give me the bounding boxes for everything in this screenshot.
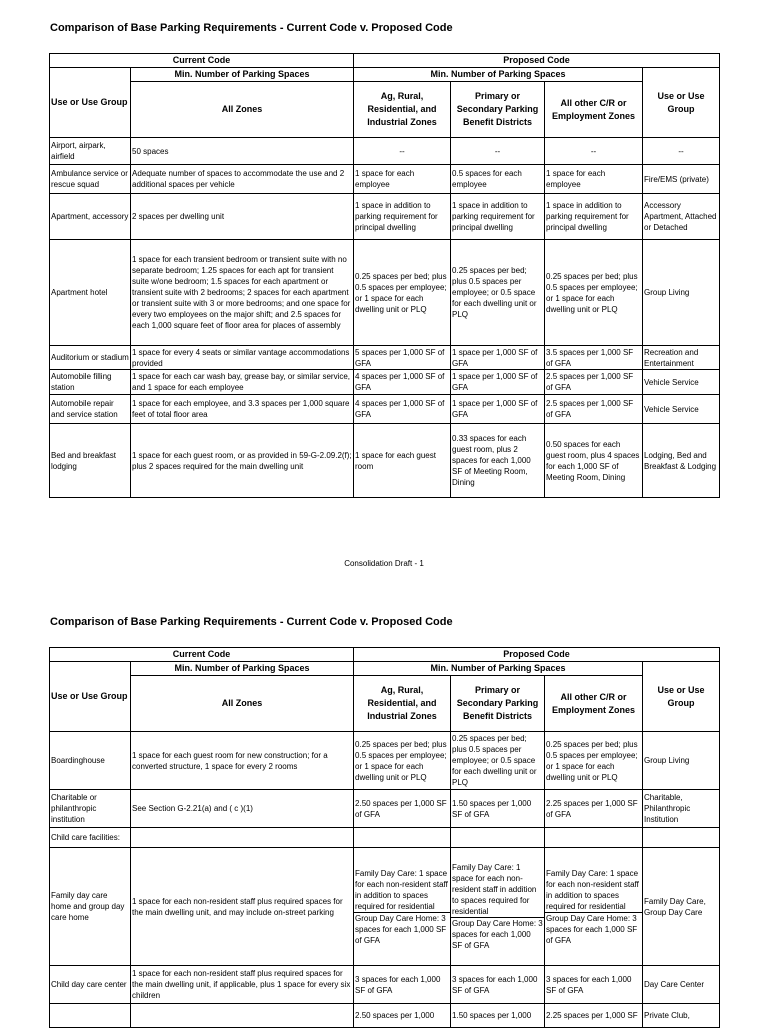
row-current: 1 space for each guest room, or as provided in 59-G-2.09.2(f); plus 2 spaces required for the main dwelling unit — [131, 424, 354, 498]
row-other: 0.50 spaces for each guest room, plus 4 spaces for each 1,000 SF of Meeting Room, Dining — [545, 424, 643, 498]
row-current: 1 space for each employee, and 3.3 spaces per 1,000 square feet of total floor area — [131, 395, 354, 424]
row-ag — [354, 848, 451, 966]
table-row — [50, 966, 720, 1004]
row-primary: -- — [451, 138, 545, 165]
row-current: See Section G-2.21(a) and ( c )(1) — [131, 790, 354, 828]
table-row — [50, 346, 720, 370]
current-code-header: Current Code — [50, 54, 354, 68]
family-day-care-text: Family Day Care: 1 space for each non-resident staff in addition to spaces required for residential — [452, 863, 537, 916]
row-current: Adequate number of spaces to accommodate the use and 2 additional spaces per vehicle — [131, 165, 354, 194]
row-primary: 0.25 spaces per bed; plus 0.5 spaces per employee; or 0.5 space for each dwelling unit or PLQ — [451, 240, 545, 346]
table-row — [50, 395, 720, 424]
row-current: 1 space for each non-resident staff plus required spaces for the main dwelling unit, and may include on-street parking — [131, 848, 354, 966]
row-other: 1 space for each employee — [545, 165, 643, 194]
row-ag: -- — [354, 138, 451, 165]
row-ag: 0.25 spaces per bed; plus 0.5 spaces per employee; or 1 space for each dwelling unit or PLQ — [354, 732, 451, 790]
row-group — [643, 828, 720, 848]
table-row — [50, 848, 720, 966]
row-ag: 1 space for each guest room — [354, 424, 451, 498]
row-primary: 0.25 spaces per bed; plus 0.5 spaces per employee; or 0.5 space for each dwelling unit or PLQ — [451, 732, 545, 790]
row-primary — [451, 828, 545, 848]
ag-zones-header: Ag, Rural, Residential, and Industrial Zones — [354, 676, 451, 732]
table-row — [50, 370, 720, 395]
row-primary: 1.50 spaces per 1,000 SF of GFA — [451, 790, 545, 828]
row-group: Day Care Center — [643, 966, 720, 1004]
row-other: 3 spaces for each 1,000 SF of GFA — [545, 966, 643, 1004]
row-use: Charitable or philanthropic institution — [50, 790, 131, 828]
use-group-header-right: Use or Use Group — [643, 662, 720, 732]
row-other: 2.25 spaces per 1,000 SF — [545, 1004, 643, 1028]
group-day-care-text: Group Day Care Home: 3 spaces for each 1,000 SF of GFA — [545, 912, 642, 946]
row-primary: 1 space per 1,000 SF of GFA — [451, 370, 545, 395]
row-other: -- — [545, 138, 643, 165]
other-zones-header: All other C/R or Employment Zones — [545, 82, 643, 138]
row-use: Boardinghouse — [50, 732, 131, 790]
row-primary: 0.33 spaces for each guest room, plus 2 spaces for each 1,000 SF of Meeting Room, Dining — [451, 424, 545, 498]
page-footer: Consolidation Draft - 1 — [344, 559, 424, 568]
ag-zones-header: Ag, Rural, Residential, and Industrial Zones — [354, 82, 451, 138]
row-other — [545, 848, 643, 966]
row-group: Charitable, Philanthropic Institution — [643, 790, 720, 828]
row-primary: 1 space per 1,000 SF of GFA — [451, 346, 545, 370]
row-group: Accessory Apartment, Attached or Detached — [643, 194, 720, 240]
proposed-code-header: Proposed Code — [354, 54, 720, 68]
row-other: 1 space in addition to parking requirement for principal dwelling — [545, 194, 643, 240]
table-row — [50, 194, 720, 240]
row-other: 0.25 spaces per bed; plus 0.5 spaces per employee; or 1 space for each dwelling unit or PLQ — [545, 240, 643, 346]
row-current: 1 space for each guest room for new construction; for a converted structure, 1 space for every 2 rooms — [131, 732, 354, 790]
row-other: 2.5 spaces per 1,000 SF of GFA — [545, 370, 643, 395]
row-use: Automobile repair and service station — [50, 395, 131, 424]
row-use: Child day care center — [50, 966, 131, 1004]
current-code-header: Current Code — [50, 648, 354, 662]
use-group-header: Use or Use Group — [50, 662, 131, 732]
row-ag: 0.25 spaces per bed; plus 0.5 spaces per employee; or 1 space for each dwelling unit or PLQ — [354, 240, 451, 346]
table-row — [50, 240, 720, 346]
row-ag — [354, 828, 451, 848]
row-other — [545, 828, 643, 848]
row-primary: 0.5 spaces for each employee — [451, 165, 545, 194]
group-day-care-text: Group Day Care Home: 3 spaces for each 1,000 SF of GFA — [354, 912, 450, 946]
row-ag: 5 spaces per 1,000 SF of GFA — [354, 346, 451, 370]
row-group: Group Living — [643, 240, 720, 346]
row-ag: 2.50 spaces per 1,000 — [354, 1004, 451, 1028]
row-ag: 1 space for each employee — [354, 165, 451, 194]
min-spaces-header-proposed: Min. Number of Parking Spaces — [354, 68, 643, 82]
row-use: Ambulance service or rescue squad — [50, 165, 131, 194]
row-group: Lodging, Bed and Breakfast & Lodging — [643, 424, 720, 498]
row-other: 3.5 spaces per 1,000 SF of GFA — [545, 346, 643, 370]
row-current: 1 space for each non-resident staff plus required spaces for the main dwelling unit, if applicable, plus 1 space for every six children — [131, 966, 354, 1004]
row-ag: 2.50 spaces per 1,000 SF of GFA — [354, 790, 451, 828]
row-use: Family day care home and group day care home — [50, 848, 131, 966]
row-current: 1 space for every 4 seats or similar vantage accommodations provided — [131, 346, 354, 370]
row-group: Private Club, — [643, 1004, 720, 1028]
row-use: Apartment, accessory — [50, 194, 131, 240]
row-primary: 1.50 spaces per 1,000 — [451, 1004, 545, 1028]
row-ag: 4 spaces per 1,000 SF of GFA — [354, 395, 451, 424]
row-group: -- — [643, 138, 720, 165]
min-spaces-header: Min. Number of Parking Spaces — [131, 68, 354, 82]
use-group-header: Use or Use Group — [50, 68, 131, 138]
other-zones-header: All other C/R or Employment Zones — [545, 676, 643, 732]
row-current: 50 spaces — [131, 138, 354, 165]
row-primary: 1 space in addition to parking requirement for principal dwelling — [451, 194, 545, 240]
table-row — [50, 424, 720, 498]
row-primary: 3 spaces for each 1,000 SF of GFA — [451, 966, 545, 1004]
row-ag: 3 spaces for each 1,000 SF of GFA — [354, 966, 451, 1004]
min-spaces-header: Min. Number of Parking Spaces — [131, 662, 354, 676]
all-zones-header: All Zones — [131, 676, 354, 732]
row-primary — [451, 848, 545, 966]
row-other: 0.25 spaces per bed; plus 0.5 spaces per employee; or 1 space for each dwelling unit or PLQ — [545, 732, 643, 790]
row-use: Auditorium or stadium — [50, 346, 131, 370]
table-row — [50, 732, 720, 790]
row-group: Fire/EMS (private) — [643, 165, 720, 194]
parking-table — [49, 53, 720, 498]
row-group: Family Day Care, Group Day Care — [643, 848, 720, 966]
all-zones-header: All Zones — [131, 82, 354, 138]
table-row — [50, 165, 720, 194]
row-current — [131, 828, 354, 848]
row-other: 2.5 spaces per 1,000 SF of GFA — [545, 395, 643, 424]
min-spaces-header-proposed: Min. Number of Parking Spaces — [354, 662, 643, 676]
row-ag: 1 space in addition to parking requirement for principal dwelling — [354, 194, 451, 240]
row-group: Vehicle Service — [643, 370, 720, 395]
table-row — [50, 138, 720, 165]
page-title: Comparison of Base Parking Requirements - Current Code v. Proposed Code — [50, 616, 453, 628]
page-title: Comparison of Base Parking Requirements - Current Code v. Proposed Code — [50, 22, 453, 34]
row-use: Apartment hotel — [50, 240, 131, 346]
row-use: Bed and breakfast lodging — [50, 424, 131, 498]
row-group: Vehicle Service — [643, 395, 720, 424]
parking-table — [49, 647, 720, 1028]
row-other: 2.25 spaces per 1,000 SF of GFA — [545, 790, 643, 828]
primary-districts-header: Primary or Secondary Parking Benefit Districts — [451, 82, 545, 138]
row-current: 2 spaces per dwelling unit — [131, 194, 354, 240]
family-day-care-text: Family Day Care: 1 space for each non-resident staff in addition to spaces required for residential — [546, 868, 639, 911]
row-ag: 4 spaces per 1,000 SF of GFA — [354, 370, 451, 395]
family-day-care-text: Family Day Care: 1 space for each non-resident staff in addition to spaces required for residential — [355, 868, 448, 911]
use-group-header-right: Use or Use Group — [643, 68, 720, 138]
row-primary: 1 space per 1,000 SF of GFA — [451, 395, 545, 424]
row-current: 1 space for each car wash bay, grease bay, or similar service, and 1 space for each employee — [131, 370, 354, 395]
proposed-code-header: Proposed Code — [354, 648, 720, 662]
table-row — [50, 828, 720, 848]
primary-districts-header: Primary or Secondary Parking Benefit Districts — [451, 676, 545, 732]
row-current: 1 space for each transient bedroom or transient suite with no separate bedroom; 1.25 spaces for each apt for transient suite w/one bedroom; 1.5 spaces for each apartment or transient suite with 2 bedrooms; 2 spaces for each apartment or transient suite with 3 or more bedrooms; and one space for every two employees on the major shift; and 2.5 spaces for each 1,000 square feet of floor area for places of assembly — [131, 240, 354, 346]
row-use: Airport, airpark, airfield — [50, 138, 131, 165]
group-day-care-text: Group Day Care Home: 3 spaces for each 1,000 SF of GFA — [452, 919, 543, 950]
row-use: Child care facilities: — [50, 828, 131, 848]
row-group: Recreation and Entertainment — [643, 346, 720, 370]
table-row — [50, 790, 720, 828]
row-use: Automobile filling station — [50, 370, 131, 395]
row-group: Group Living — [643, 732, 720, 790]
